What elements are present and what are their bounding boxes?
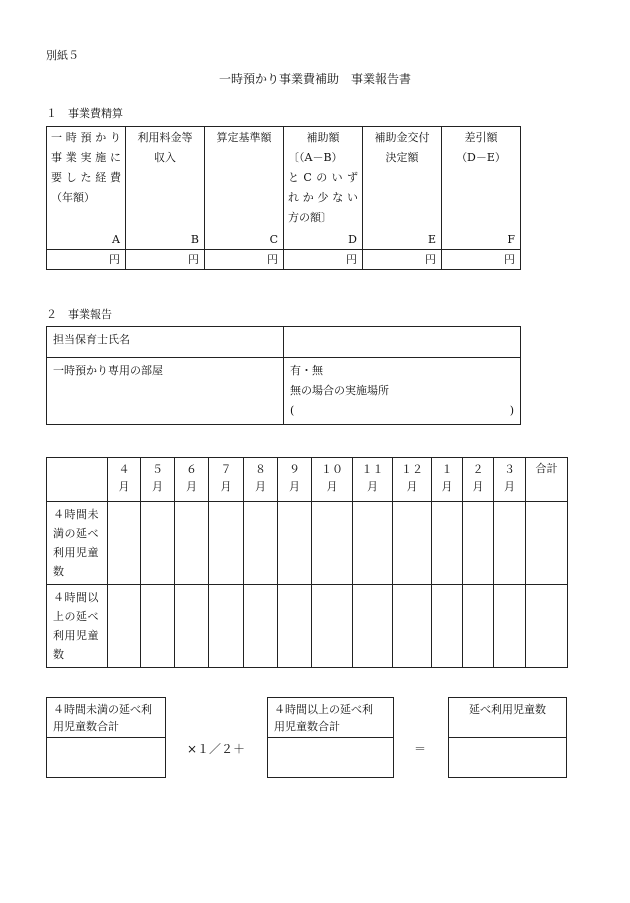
col-a-letter: A — [112, 233, 120, 246]
col-f-letter: F — [507, 233, 515, 246]
col-d-header — [284, 127, 363, 250]
section2-heading: ２ 事業報告 — [46, 308, 112, 321]
count-cell[interactable] — [244, 502, 278, 585]
month-number: ９ — [289, 463, 300, 476]
month-number: １ — [441, 463, 453, 476]
over-4h-total-header — [268, 698, 393, 738]
col-d-line: 方の額〕 — [288, 211, 332, 224]
month-number: ６ — [186, 463, 197, 476]
business-report-table — [46, 326, 521, 425]
month-header-3 — [494, 458, 526, 502]
total-cell[interactable] — [526, 502, 568, 585]
col-a-line: 要した経費 — [51, 171, 121, 184]
box-label-line: 用児童数合計 — [53, 720, 119, 733]
count-cell[interactable] — [244, 585, 278, 668]
month-header-11 — [353, 458, 393, 502]
paren-close: ) — [509, 404, 514, 417]
document-title: 一時預かり事業費補助 事業報告書 — [218, 72, 411, 86]
room-yes-no-option[interactable]: 有・無 — [290, 364, 323, 377]
count-cell[interactable] — [353, 502, 393, 585]
col-e-line: 補助金交付 — [374, 131, 430, 144]
col-d-line: れか少ない — [288, 191, 358, 204]
count-cell[interactable] — [312, 502, 353, 585]
month-number: ４ — [118, 463, 130, 476]
count-cell[interactable] — [108, 502, 141, 585]
total-usage-header: 延べ利用児童数 — [449, 698, 566, 738]
month-number: ７ — [220, 463, 232, 476]
over-4h-label — [47, 585, 108, 668]
month-header-2 — [463, 458, 494, 502]
month-unit: 月 — [472, 480, 484, 493]
col-a-line: 事業実施に — [51, 151, 121, 164]
col-b-header — [126, 127, 205, 250]
paren-open: ( — [290, 404, 295, 417]
caregiver-name-label: 担当保育士氏名 — [47, 327, 284, 358]
month-unit: 月 — [441, 480, 453, 493]
count-cell[interactable] — [175, 585, 209, 668]
expense-settlement-table — [46, 126, 521, 270]
col-e-letter: E — [427, 233, 436, 246]
alternate-location-note: 無の場合の実施場所 — [290, 384, 389, 397]
col-f-header — [442, 127, 521, 250]
col-c-letter: C — [269, 233, 278, 246]
month-number: ２ — [472, 463, 484, 476]
count-cell[interactable] — [209, 585, 244, 668]
under-4h-total-field[interactable] — [47, 738, 165, 777]
multiply-half-plus-operator: ×１／２＋ — [187, 742, 246, 756]
count-cell[interactable] — [463, 502, 494, 585]
monthly-usage-table — [46, 457, 568, 668]
count-cell[interactable] — [353, 585, 393, 668]
corner-cell — [47, 458, 108, 502]
total-cell[interactable] — [526, 585, 568, 668]
col-a-line: 一時預かり — [51, 131, 121, 144]
count-cell[interactable] — [108, 585, 141, 668]
count-cell[interactable] — [278, 502, 312, 585]
month-header-7 — [209, 458, 244, 502]
under-4h-total-box — [46, 697, 166, 778]
row-label-line: ４時間未 — [53, 508, 99, 521]
col-c-line: 算定基準額 — [216, 131, 272, 144]
row-label-line: 数 — [53, 565, 65, 578]
col-a-header — [47, 127, 126, 250]
alternate-location-field[interactable] — [290, 401, 514, 421]
month-number: １０ — [321, 463, 343, 476]
row-label-line: 利用児童 — [53, 546, 99, 559]
col-d-line: とCのいず — [288, 171, 358, 184]
under-4h-label — [47, 502, 108, 585]
equals-operator: ＝ — [414, 742, 427, 756]
month-number: ５ — [152, 463, 163, 476]
col-b-line: 収入 — [154, 151, 176, 164]
count-cell[interactable] — [175, 502, 209, 585]
count-cell[interactable] — [393, 585, 432, 668]
month-unit: 月 — [326, 480, 338, 493]
month-header-5 — [141, 458, 175, 502]
col-f-line: 差引額 — [464, 131, 498, 144]
count-cell[interactable] — [494, 585, 526, 668]
month-number: ８ — [255, 463, 266, 476]
under-4h-total-header — [47, 698, 165, 738]
count-cell[interactable] — [432, 585, 463, 668]
month-unit: 月 — [152, 480, 163, 493]
col-d-line: 〔（A－B） — [288, 151, 343, 164]
month-header-8 — [244, 458, 278, 502]
count-cell[interactable] — [432, 502, 463, 585]
count-cell[interactable] — [141, 585, 175, 668]
month-unit: 月 — [289, 480, 300, 493]
month-unit: 月 — [406, 480, 418, 493]
month-header-12 — [393, 458, 432, 502]
over-4h-total-box — [267, 697, 394, 778]
count-cell[interactable] — [209, 502, 244, 585]
total-header: 合計 — [526, 458, 568, 502]
over-4h-total-field[interactable] — [268, 738, 393, 777]
col-a-line: （年額） — [51, 191, 95, 204]
amount-cell-f[interactable]: 円 — [442, 250, 521, 270]
row-label-line: ４時間以 — [53, 591, 99, 604]
total-usage-field[interactable] — [449, 738, 566, 777]
col-e-line: 決定額 — [385, 151, 419, 164]
month-number: １１ — [361, 463, 384, 476]
amount-cell-b[interactable]: 円 — [126, 250, 205, 270]
month-header-9 — [278, 458, 312, 502]
col-e-header — [363, 127, 442, 250]
count-cell[interactable] — [393, 502, 432, 585]
row-label-line: 利用児童 — [53, 629, 99, 642]
row-label-line: 上の延べ — [53, 610, 99, 623]
amount-cell-c[interactable]: 円 — [205, 250, 284, 270]
count-cell[interactable] — [278, 585, 312, 668]
box-label-line: ４時間未満の延べ利 — [53, 703, 152, 716]
month-number: ３ — [504, 463, 515, 476]
month-header-6 — [175, 458, 209, 502]
col-b-line: 利用料金等 — [137, 131, 193, 144]
month-unit: 月 — [186, 480, 197, 493]
attachment-label: 別紙５ — [46, 49, 79, 62]
total-usage-box — [448, 697, 567, 778]
month-number: １２ — [401, 463, 423, 476]
row-label-line: 満の延べ — [53, 527, 99, 540]
month-unit: 月 — [504, 480, 515, 493]
month-header-4 — [108, 458, 141, 502]
caregiver-name-field[interactable] — [284, 327, 521, 358]
count-cell[interactable] — [494, 502, 526, 585]
count-cell[interactable] — [463, 585, 494, 668]
over-4h-row — [47, 585, 568, 668]
under-4h-row — [47, 502, 568, 585]
row-label-line: 数 — [53, 648, 65, 661]
col-f-line: （D－E） — [456, 151, 506, 164]
month-unit: 月 — [220, 480, 232, 493]
count-cell[interactable] — [312, 585, 353, 668]
dedicated-room-label: 一時預かり専用の部屋 — [47, 358, 284, 425]
amount-cell-d[interactable]: 円 — [284, 250, 363, 270]
box-label-line: ４時間以上の延べ利 — [274, 703, 373, 716]
box-label-line: 用児童数合計 — [274, 720, 340, 733]
col-c-header — [205, 127, 284, 250]
month-unit: 月 — [255, 480, 266, 493]
month-unit: 月 — [367, 480, 378, 493]
dedicated-room-field[interactable] — [284, 358, 521, 425]
col-d-line: 補助額 — [306, 131, 340, 144]
month-header-1 — [432, 458, 463, 502]
col-b-letter: B — [190, 233, 199, 246]
col-d-letter: D — [348, 233, 357, 246]
section1-heading: １ 事業費精算 — [46, 107, 123, 120]
month-unit: 月 — [118, 480, 130, 493]
amount-cell-a[interactable]: 円 — [47, 250, 126, 270]
month-header-10 — [312, 458, 353, 502]
amount-cell-e[interactable]: 円 — [363, 250, 442, 270]
count-cell[interactable] — [141, 502, 175, 585]
